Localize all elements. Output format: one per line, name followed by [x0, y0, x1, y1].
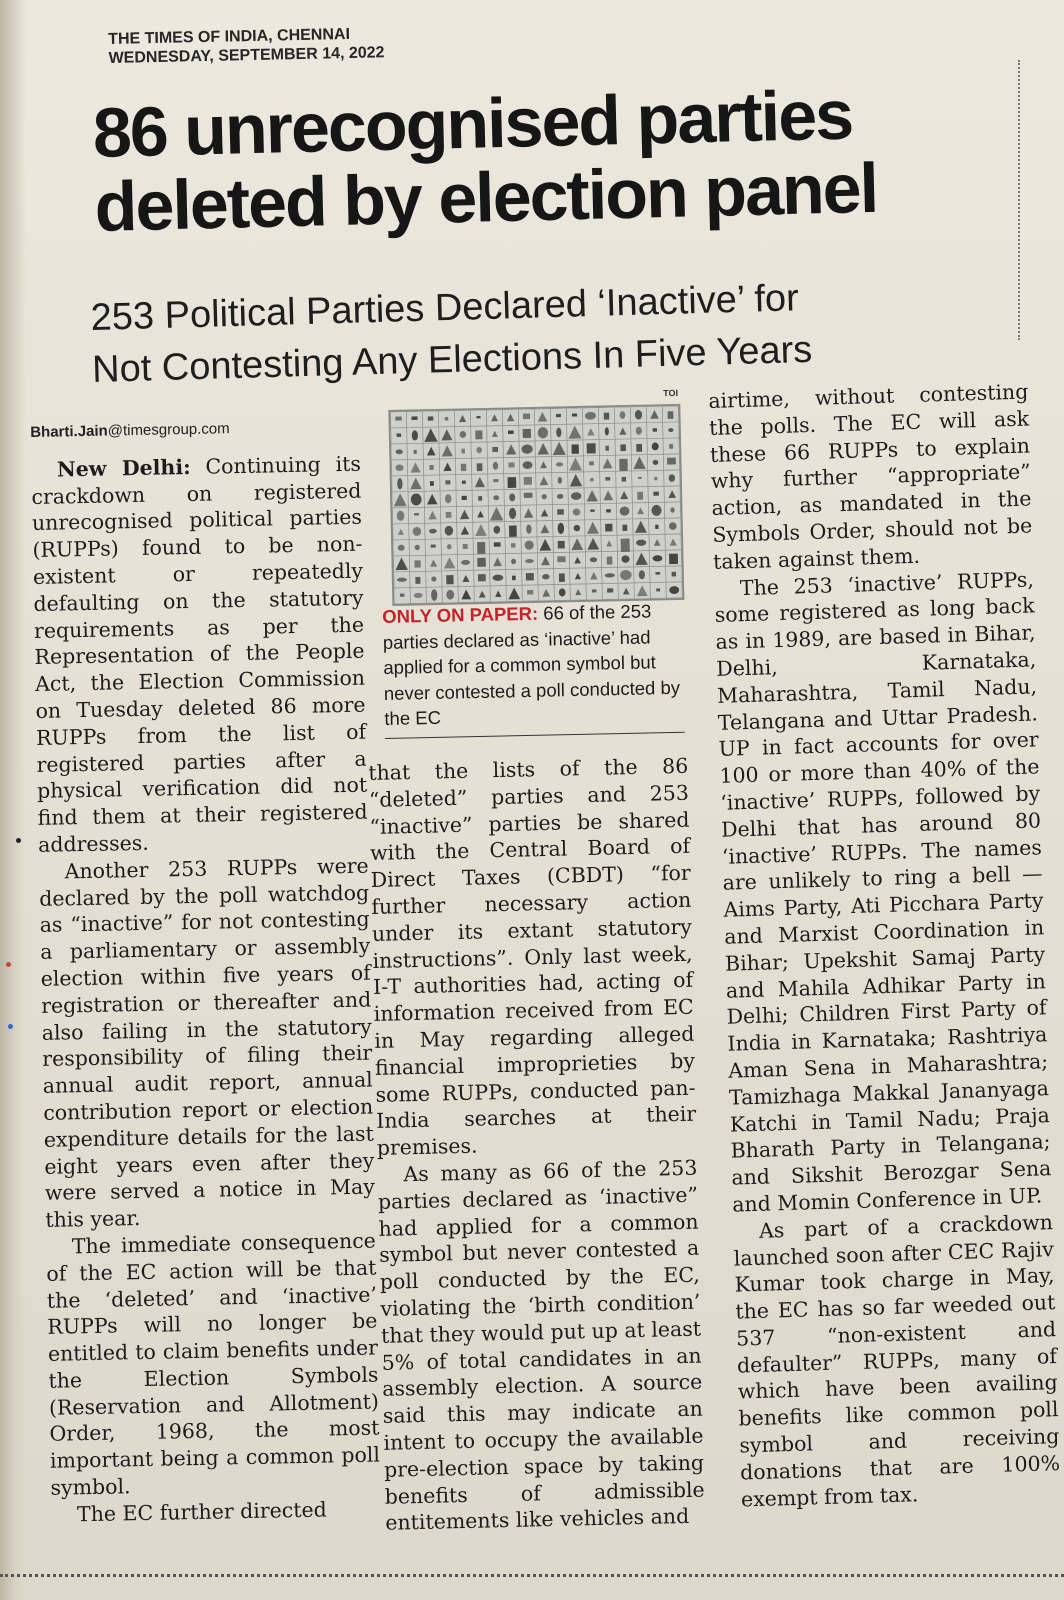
symbol-glyph: [415, 577, 420, 584]
margin-dot: [8, 1024, 13, 1029]
symbol-glyph: [558, 541, 565, 549]
symbol-glyph: [524, 493, 533, 498]
symbol-glyph: [620, 444, 625, 451]
paragraph-text: Continuing its crackdown on registered unrecognised political parties (RUPPs) found to be non-existent or repeatedly defaulting on the statutory requirements as per the Representation of the People Act, the Election Commission on Tuesday deleted 86 more RUPPs from the list of registered parties after a physical verification did not find them at their registered addresses.: [31, 451, 368, 857]
symbol-glyph: [397, 433, 402, 436]
paragraph: that the lists of the 86 “deleted” parties and 253 “inactive” parties be shared with the Central Board of Direct Taxes (CBDT) “for further necessary action under its extant statutory instructions”. Only last week, I-T authorities had, acting of information received from EC in May regarding alleged financial improprieties by some RUPPs, conducted pan-India searches at their premises.: [368, 753, 697, 1161]
symbol-glyph: [395, 417, 401, 421]
symbol-glyph: [636, 444, 642, 452]
paragraph: As part of a crackdown launched soon after CEC Rajiv Kumar took charge in May, the EC has so far weeded out 537 “non-existent and defaulter” RUPPs, many of which have been availing benefits like common poll symbol and receiving donations that are 100% exempt from tax.: [733, 1209, 1061, 1512]
symbol-glyph: [512, 576, 516, 581]
symbol-glyph: [572, 413, 577, 416]
byline-name: Bharti.Jain: [30, 422, 108, 441]
subheadline-line-2: Not Contesting Any Elections In Five Years: [91, 328, 813, 391]
symbol-glyph: [590, 509, 594, 511]
symbol-glyph: [619, 459, 628, 471]
symbol-glyph: [607, 588, 613, 592]
masthead-line-1: THE TIMES OF INDIA, CHENNAI: [108, 25, 351, 48]
symbol-glyph: [446, 512, 452, 518]
symbol-glyph: [477, 558, 486, 567]
symbol-glyph: [622, 525, 627, 531]
symbol-glyph: [414, 560, 420, 567]
symbol-glyph: [557, 556, 565, 562]
symbol-glyph: [476, 416, 480, 418]
symbol-glyph: [492, 447, 498, 452]
symbol-glyph: [430, 481, 434, 486]
symbol-glyph: [463, 544, 468, 549]
symbol-glyph: [400, 593, 404, 596]
symbol-glyph: [638, 477, 642, 479]
symbol-glyph: [604, 413, 610, 420]
symbol-glyph: [461, 464, 467, 471]
symbol-glyph: [667, 458, 676, 465]
symbol-glyph: [429, 465, 433, 470]
headline-line-2: deleted by election panel: [93, 148, 878, 246]
symbol-glyph: [431, 545, 436, 548]
symbol-glyph: [523, 414, 530, 420]
symbol-glyph: [526, 573, 534, 580]
symbol-glyph: [508, 431, 514, 434]
subheadline-line-1: 253 Political Parties Declared ‘Inactive’ for: [90, 277, 800, 339]
symbol-glyph: [508, 462, 514, 467]
symbol-glyph: [414, 513, 419, 515]
symbol-glyph: [587, 443, 596, 453]
paragraph: The immediate consequence of the EC action will be that the ‘deleted’ and ‘inactive’ RUPPs will no longer be entitled to claim benefits under the Election Symbols (Reservation and Allotment) Order, 1968, the most important being a common poll symbol.: [46, 1228, 381, 1500]
paragraph: airtime, without contesting the polls. The EC will ask these 66 RUPPs to explain why further “appropriate” action, as mandated in the Symbols Order, should not be taken against them.: [708, 379, 1033, 574]
symbol-glyph: [461, 449, 465, 454]
headline: [92, 73, 1055, 244]
symbols-photo: [388, 388, 691, 624]
symbol-glyph: [605, 524, 612, 532]
paragraph: The 253 ‘inactive’ RUPPs, some registered as long back as in 1989, are based in Bihar, Delhi, Karnataka, Maharashtra, Tamil Nadu, Telangana and Uttar Pradesh. UP in fact accounts for over 100 or more than 40% of the ‘inactive’ RUPPs, followed by Delhi that has around 80 ‘inactive’ RUPPs. The names are unlikely to ring a bell — Aims Party, Ati Picchara Party and Marxist Coordination in Bihar; Upekshit Samaj Party and Mahila Adhikar Party in Delhi; Children First Party of India in Karnataka; Rashtriya Aman Sena in Maharashtra; Tamizhaga Makkal Jananyaga Katchi in Tamil Nadu; Praja Bharath Party in Telangana; and Sikshit Berozgar Sena and Momin Conference in UP.: [714, 567, 1052, 1217]
symbol-glyph: [655, 572, 660, 575]
free-symbols-chart-image: [388, 404, 684, 606]
photo-credit: TOI: [663, 387, 679, 399]
symbol-glyph: [669, 554, 678, 565]
symbol-glyph: [428, 416, 434, 420]
symbol-glyph: [493, 479, 498, 482]
symbol-glyph: [475, 430, 482, 439]
symbol-glyph: [524, 477, 532, 485]
symbol-glyph: [653, 492, 659, 496]
headline-line-1: 86 unrecognised parties: [91, 75, 853, 172]
paragraph: As many as 66 of the 253 parties declared as ‘inactive” had applied for a common symbol but never contested a poll conducted by the EC, violating the ‘birth condition’ that they would put up at least 5% of total candidates in an assembly election. A source said this may indicate an intent to occupy the available pre-election space by taking benefits of admissible entitements like vehicles and: [377, 1155, 705, 1536]
symbol-glyph: [462, 481, 466, 484]
symbol-glyph: [446, 575, 453, 584]
dateline: New Delhi:: [56, 454, 191, 482]
symbol-glyph: [669, 444, 673, 449]
symbol-glyph: [445, 417, 449, 421]
article-column-3: [708, 379, 1061, 1513]
symbol-glyph: [606, 509, 611, 512]
paragraph: Another 253 RUPPs were declared by the poll watchdog as “inactive” for not contesting a parliamentary or assembly election within five years of registration or thereafter and also failing in the statutory responsibility of filing their annual audit report, annual contribution report or election expenditure details for the last eight years even after they were served a notice in May this year.: [38, 853, 376, 1232]
symbol-glyph: [621, 539, 630, 552]
symbol-glyph: [477, 542, 485, 554]
symbol-glyph: [592, 589, 597, 592]
symbol-glyph: [511, 543, 516, 548]
symbol-glyph: [527, 590, 533, 595]
symbol-glyph: [590, 478, 593, 481]
symbol-glyph: [622, 477, 626, 482]
masthead: [108, 24, 385, 68]
margin-dot: [6, 962, 11, 967]
symbol-glyph: [494, 542, 501, 547]
symbol-glyph: [478, 574, 486, 581]
symbol-glyph: [509, 526, 517, 537]
page-fold-shadow: [0, 0, 26, 1600]
symbol-glyph: [462, 496, 467, 500]
symbol-glyph: [557, 509, 564, 515]
symbol-glyph: [605, 446, 609, 451]
masthead-line-2: WEDNESDAY, SEPTEMBER 14, 2022: [108, 44, 385, 67]
symbols-grid-svg: [390, 406, 682, 604]
bottom-dotted-rule: [0, 1574, 1064, 1577]
article-column-2: [368, 753, 706, 1537]
symbol-glyph: [559, 573, 565, 582]
margin-dot: [16, 838, 21, 843]
byline: [30, 414, 360, 447]
symbol-glyph: [656, 588, 660, 591]
photo-caption: [382, 598, 685, 739]
caption-text: 66 of the 253 parties declared as ‘inactive’ had applied for a common symbol but never contested a poll conducted by the EC: [382, 600, 681, 729]
symbol-glyph: [556, 414, 561, 417]
symbol-glyph: [672, 572, 677, 577]
symbol-glyph: [607, 557, 613, 565]
symbol-glyph: [414, 450, 417, 454]
symbol-glyph: [653, 428, 657, 432]
symbol-glyph: [654, 477, 657, 480]
byline-domain: @timesgroup.com: [107, 420, 230, 440]
paragraph: [31, 450, 369, 858]
symbol-glyph: [605, 477, 610, 481]
symbol-glyph: [478, 496, 482, 501]
symbol-glyph: [477, 463, 483, 471]
symbol-glyph: [571, 444, 578, 453]
article-column-1: [30, 414, 381, 1529]
symbol-glyph: [637, 492, 643, 500]
symbol-glyph: [508, 477, 517, 488]
subheadline: [90, 265, 1053, 399]
symbol-glyph: [589, 461, 594, 465]
symbol-glyph: [523, 429, 531, 438]
symbol-glyph: [655, 525, 658, 529]
symbol-glyph: [445, 480, 450, 484]
paragraph: The EC further directed: [76, 1497, 327, 1527]
symbol-glyph: [411, 416, 417, 420]
caption-tag: ONLY ON PAPER:: [382, 602, 539, 627]
symbol-glyph: [668, 411, 674, 419]
